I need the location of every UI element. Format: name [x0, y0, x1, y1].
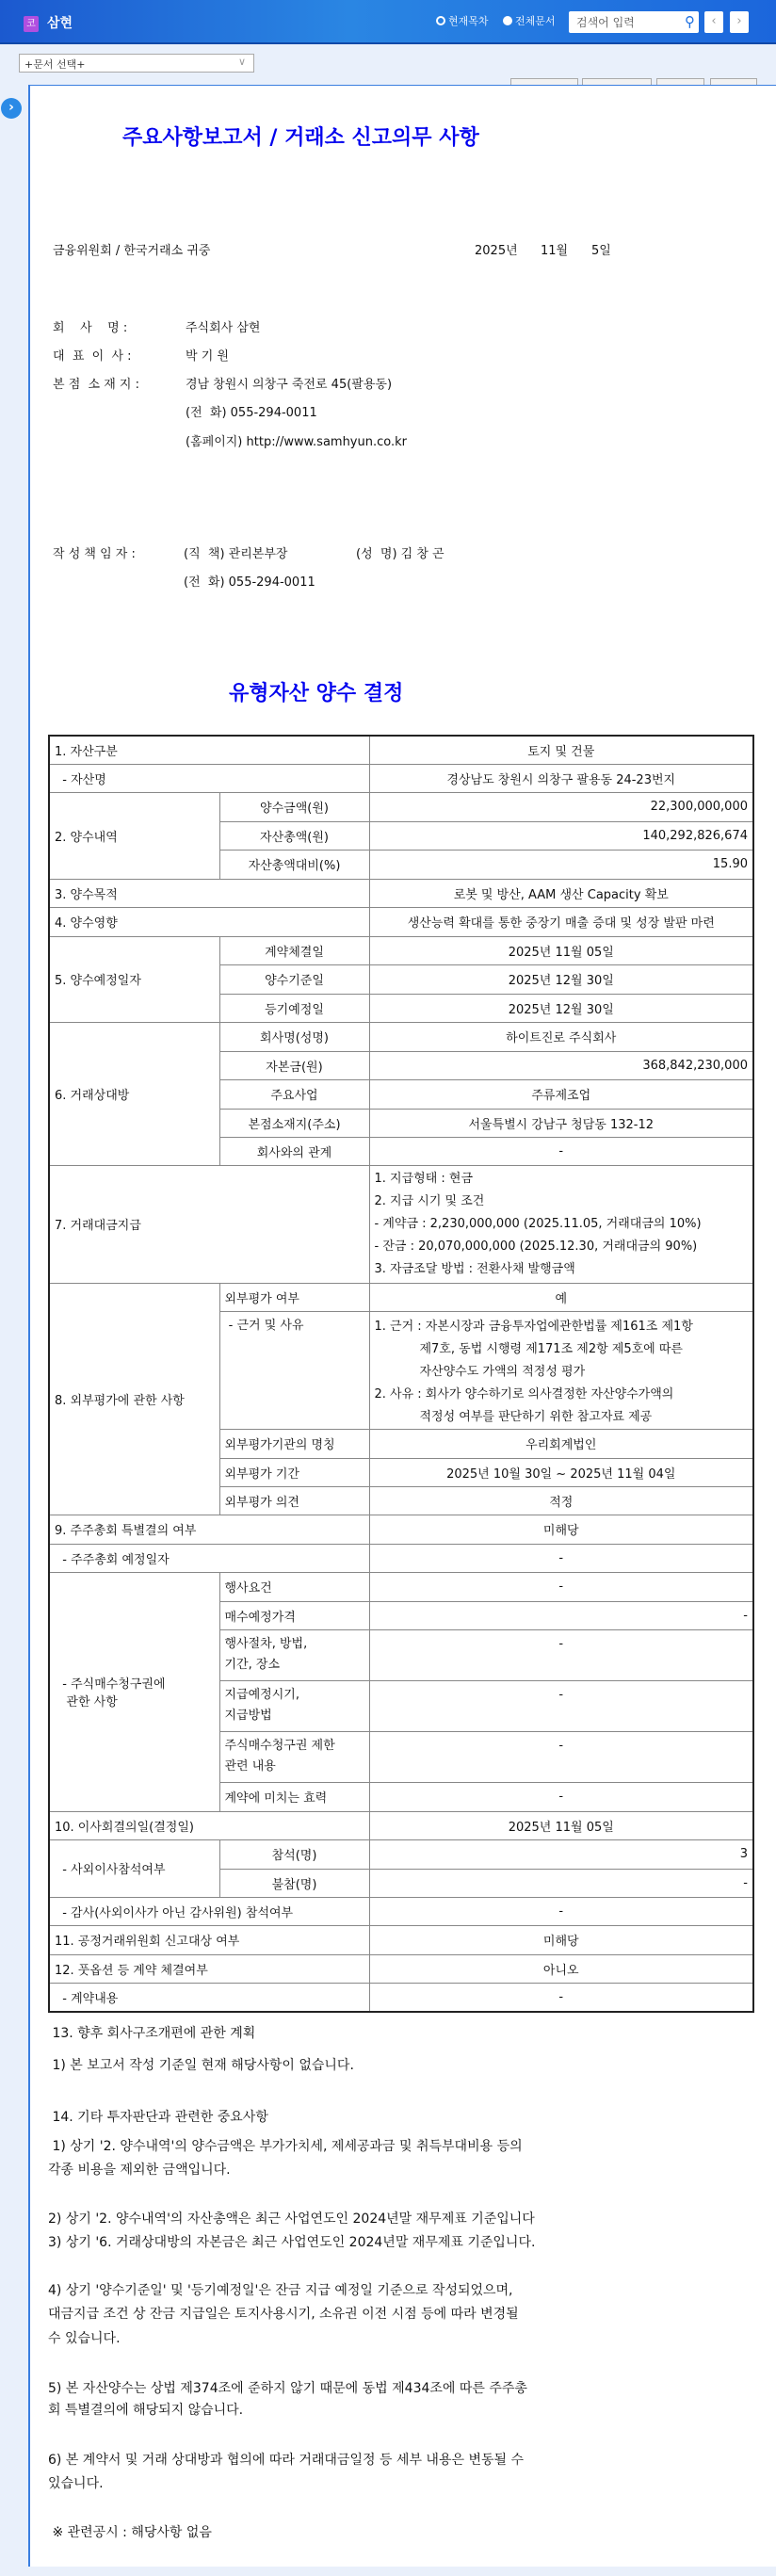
- value-line: -: [558, 1687, 564, 1702]
- info-value: 주식회사 삼현: [186, 321, 261, 335]
- value-line: -: [558, 1636, 564, 1651]
- row-label: 11. 공정거래위원회 신고대상 여부: [49, 1925, 369, 1954]
- value-line: 2025년 11월 05일: [508, 1820, 614, 1835]
- value-line: -: [558, 1790, 564, 1804]
- search-placeholder: 검색어 입력: [576, 16, 635, 29]
- row-label: - 자산명: [49, 764, 369, 792]
- row-label: 외부평가 여부: [219, 1283, 369, 1311]
- row-label: 1. 자산구분: [49, 736, 369, 764]
- row-value: [369, 1051, 753, 1079]
- info-value: 박 기 원: [186, 349, 229, 364]
- value-line: 주류제조업: [531, 1089, 591, 1103]
- row-group-label: 2. 양수내역: [49, 792, 219, 879]
- row-label: 양수기준일: [219, 964, 369, 994]
- row-label: 회사와의 관계: [219, 1137, 369, 1165]
- radio-label: 현재목차: [448, 15, 489, 27]
- value-line: 2025년 12월 30일: [508, 974, 614, 988]
- table-row: [49, 1283, 753, 1311]
- row-value: [369, 1165, 753, 1283]
- row-value: [369, 1601, 753, 1629]
- value-line: 1. 근거 : 자본시장과 금융투자업에관한법률 제161조 제1항: [374, 1319, 693, 1334]
- row-label: 본점소재지(주소): [219, 1109, 369, 1137]
- row-label: 9. 주주총회 특별결의 여부: [49, 1515, 369, 1544]
- row-label: 12. 풋옵션 등 계약 체결여부: [49, 1954, 369, 1983]
- table-row: [49, 792, 753, 821]
- table-row: [49, 736, 753, 764]
- radio-all-docs[interactable]: [503, 13, 556, 28]
- value-line: 경상남도 창원시 의창구 팔용동 24-23번지: [446, 772, 676, 787]
- table-row: [49, 1544, 753, 1572]
- note-line: 6) 본 계약서 및 거래 상대방과 협의에 따라 거래대금일정 등 세부 내용은 변동될 수: [48, 2453, 524, 2468]
- value-line: - 잔금 : 20,070,000,000 (2025.12.30, 거래대금의 90%): [374, 1239, 698, 1254]
- row-label: 외부평가기관의 명칭: [219, 1429, 369, 1458]
- row-value: [369, 964, 753, 994]
- value-line: -: [743, 1608, 748, 1623]
- responsible-label: 작 성 책 임 자 :: [53, 547, 136, 561]
- company-name[interactable]: 삼현: [47, 16, 73, 31]
- row-label: 등기예정일: [219, 994, 369, 1022]
- value-line: 미해당: [542, 1935, 579, 1949]
- row-group-label: 6. 거래상대방: [49, 1022, 219, 1165]
- row-group-label: 5. 양수예정일자: [49, 936, 219, 1022]
- table-row: [49, 1022, 753, 1051]
- row-value: [369, 1954, 753, 1983]
- value-line: 2025년 12월 30일: [508, 1002, 614, 1017]
- table-row: [49, 1954, 753, 1983]
- row-value: [369, 994, 753, 1022]
- value-line: 토지 및 건물: [527, 744, 595, 759]
- value-line: 적정: [549, 1495, 574, 1510]
- row-value: [369, 936, 753, 964]
- row-label: 4. 양수영향: [49, 907, 369, 936]
- value-line: -: [558, 1904, 564, 1919]
- table-row: [49, 1572, 753, 1601]
- row-value: [369, 1629, 753, 1680]
- table-row: [49, 1925, 753, 1954]
- value-line: 아니오: [542, 1963, 579, 1978]
- info-label: 회 사 명 :: [53, 321, 128, 335]
- value-line: 1. 지급형태 : 현금: [374, 1171, 474, 1186]
- row-label: - 주주총회 예정일자: [49, 1544, 369, 1572]
- value-line: 하이트진로 주식회사: [506, 1031, 617, 1045]
- radio-current-toc[interactable]: [436, 13, 489, 28]
- search-input[interactable]: [569, 11, 699, 33]
- row-value: [369, 1869, 753, 1897]
- table-row: [49, 936, 753, 964]
- radio-icon: [436, 16, 445, 25]
- radio-label: 전체문서: [515, 15, 556, 27]
- row-value: [369, 1731, 753, 1782]
- responsible-position: (직 책) 관리본부장: [184, 547, 288, 561]
- addressee: 금융위원회 / 한국거래소 귀중: [53, 244, 211, 258]
- sidebar-toggle-button[interactable]: ›: [1, 98, 22, 119]
- row-value: [369, 1137, 753, 1165]
- chevron-down-icon: ∨: [237, 56, 246, 68]
- note-line: 있습니다.: [48, 2476, 104, 2491]
- row-value: [369, 1515, 753, 1544]
- row-value: [369, 1022, 753, 1051]
- note-line: 1) 본 보고서 작성 기준일 현재 해당사항이 없습니다.: [48, 2058, 354, 2073]
- row-label: 3. 양수목적: [49, 879, 369, 907]
- row-value: [369, 879, 753, 907]
- table-row: [49, 1897, 753, 1925]
- value-line: 368,842,230,000: [642, 1058, 748, 1073]
- row-label: 불참(명): [219, 1869, 369, 1897]
- row-label: 계약에 미치는 효력: [219, 1782, 369, 1811]
- next-button[interactable]: ›: [730, 11, 749, 33]
- responsible-phone: (전 화) 055-294-0011: [184, 575, 315, 590]
- info-label: 본 점 소 재 지 :: [53, 378, 139, 392]
- row-value: [369, 1311, 753, 1429]
- value-line: 자산양수도 가액의 적정성 평가: [419, 1364, 586, 1379]
- radio-icon: [503, 16, 512, 25]
- note-line: 1) 상기 '2. 양수내역'의 양수금액은 부가가치세, 제세공과금 및 취득부대비용 등의: [48, 2139, 523, 2154]
- value-line: 우리회계법인: [525, 1438, 597, 1452]
- row-label: 자산총액대비(%): [219, 850, 369, 879]
- row-label: 양수금액(원): [219, 792, 369, 821]
- note-line: 13. 향후 회사구조개편에 관한 계획: [48, 2026, 256, 2041]
- table-row: [49, 907, 753, 936]
- app-header: [0, 0, 776, 44]
- note-line: 수 있습니다.: [48, 2331, 121, 2346]
- row-label: 행사요건: [219, 1572, 369, 1601]
- value-line: 2. 지급 시기 및 조건: [374, 1193, 485, 1208]
- row-value: [369, 821, 753, 850]
- row-label: 계약체결일: [219, 936, 369, 964]
- note-line: 3) 상기 '6. 거래상대방의 자본금은 최근 사업연도인 2024년말 재무제표 기준입니다.: [48, 2235, 536, 2250]
- table-row: [49, 1165, 753, 1283]
- row-group-label: - 사외이사참석여부: [49, 1839, 219, 1897]
- row-label: 7. 거래대금지급: [49, 1165, 369, 1283]
- value-line: 제7호, 동법 시행령 제171조 제2항 제5호에 따른: [419, 1341, 683, 1356]
- row-value: [369, 792, 753, 821]
- row-value: [369, 1897, 753, 1925]
- row-label: - 감사(사외이사가 아닌 감사위원) 참석여부: [49, 1897, 369, 1925]
- row-value: [369, 1782, 753, 1811]
- row-value: [369, 1680, 753, 1731]
- section-title: 유형자산 양수 결정: [229, 681, 404, 705]
- row-label: 지급예정시기, 지급방법: [219, 1680, 369, 1731]
- row-value: [369, 850, 753, 879]
- value-line: 예: [555, 1291, 568, 1306]
- table-row: [49, 879, 753, 907]
- row-value: [369, 1544, 753, 1572]
- row-value: [369, 1925, 753, 1954]
- company-logo-icon: 코: [24, 16, 39, 32]
- table-row: [49, 1515, 753, 1544]
- note-line: 대금지급 조건 상 잔금 지급일은 토지사용시기, 소유권 이전 시점 등에 따라 변경될: [48, 2307, 519, 2322]
- info-label: 대 표 이 사 :: [53, 349, 132, 364]
- note-line: 4) 상기 '양수기준일' 및 '등기예정일'은 잔금 지급 예정일 기준으로 작성되었으며,: [48, 2283, 513, 2298]
- value-line: -: [558, 1143, 564, 1158]
- row-value: [369, 1983, 753, 2012]
- document-select[interactable]: [19, 54, 254, 73]
- value-line: 미해당: [542, 1524, 579, 1538]
- row-label: 주요사업: [219, 1079, 369, 1109]
- value-line: 적정성 여부를 판단하기 위한 참고자료 제공: [419, 1409, 653, 1424]
- value-line: -: [558, 1989, 564, 2004]
- search-icon[interactable]: ⚲: [685, 13, 695, 30]
- prev-button[interactable]: ‹: [704, 11, 723, 33]
- row-group-label: 8. 외부평가에 관한 사항: [49, 1283, 219, 1515]
- value-line: 로봇 및 방산, AAM 생산 Capacity 확보: [453, 887, 669, 902]
- row-value: [369, 1572, 753, 1601]
- value-line: 22,300,000,000: [650, 800, 748, 814]
- date-year: 2025년: [475, 244, 518, 258]
- row-label: 10. 이사회결의일(결정일): [49, 1811, 369, 1839]
- row-value: [369, 764, 753, 792]
- row-label: 회사명(성명): [219, 1022, 369, 1051]
- row-value: [369, 1429, 753, 1458]
- note-line: 5) 본 자산양수는 상법 제374조에 준하지 않기 때문에 동법 제434조에 따른 주주총: [48, 2381, 527, 2396]
- row-label: 자산총액(원): [219, 821, 369, 850]
- value-line: 140,292,826,674: [642, 828, 748, 843]
- row-group-label: - 주식매수청구권에 관한 사항: [49, 1572, 219, 1811]
- row-label: 참석(명): [219, 1839, 369, 1869]
- row-label: 매수예정가격: [219, 1601, 369, 1629]
- table-row: [49, 1839, 753, 1869]
- row-value: [369, 1811, 753, 1839]
- row-value: [369, 1079, 753, 1109]
- value-line: 3: [739, 1847, 748, 1861]
- row-value: [369, 1486, 753, 1515]
- row-label: 외부평가 의견: [219, 1486, 369, 1515]
- row-label: 행사절차, 방법, 기간, 장소: [219, 1629, 369, 1680]
- note-line: 2) 상기 '2. 양수내역'의 자산총액은 최근 사업연도인 2024년말 재무제표 기준입니다: [48, 2211, 535, 2227]
- value-line: 서울특별시 강남구 청담동 132-12: [468, 1117, 655, 1132]
- table-row: [49, 1983, 753, 2012]
- row-value: [369, 1458, 753, 1486]
- value-line: 생산능력 확대를 통한 중장기 매출 증대 및 성장 발판 마련: [407, 916, 715, 931]
- value-line: -: [558, 1738, 564, 1753]
- value-line: 15.90: [712, 857, 748, 871]
- note-line: 각종 비용을 제외한 금액입니다.: [48, 2163, 231, 2178]
- row-value: [369, 1283, 753, 1311]
- table-row: [49, 764, 753, 792]
- document-select-value: +문서 선택+: [24, 58, 86, 71]
- responsible-name: (성 명) 김 창 곤: [356, 547, 445, 561]
- row-value: [369, 907, 753, 936]
- value-line: 2025년 10월 30일 ~ 2025년 11월 04일: [446, 1466, 676, 1482]
- row-label: - 계약내용: [49, 1983, 369, 2012]
- disclosure-table: [48, 735, 754, 2013]
- info-value: (전 화) 055-294-0011: [186, 406, 317, 420]
- row-label: - 근거 및 사유: [219, 1311, 369, 1429]
- date-day: 5일: [591, 244, 611, 258]
- note-line: 14. 기타 투자판단과 관련한 중요사항: [48, 2110, 268, 2125]
- date-month: 11월: [541, 244, 569, 258]
- info-value: 경남 창원시 의창구 죽전로 45(팔용동): [186, 378, 393, 392]
- value-line: 2. 사유 : 회사가 양수하기로 의사결정한 자산양수가액의: [374, 1386, 674, 1401]
- row-label: 주식매수청구권 제한 관련 내용: [219, 1731, 369, 1782]
- row-value: [369, 1109, 753, 1137]
- report-title: 주요사항보고서 / 거래소 신고의무 사항: [122, 125, 479, 150]
- row-value: [369, 736, 753, 764]
- value-line: -: [558, 1580, 564, 1594]
- row-label: 외부평가 기간: [219, 1458, 369, 1486]
- value-line: -: [743, 1875, 748, 1890]
- row-label: 자본금(원): [219, 1051, 369, 1079]
- value-line: - 계약금 : 2,230,000,000 (2025.11.05, 거래대금의 10%): [374, 1216, 702, 1231]
- row-value: [369, 1839, 753, 1869]
- value-line: 2025년 11월 05일: [508, 945, 614, 960]
- value-line: -: [558, 1550, 564, 1565]
- table-row: [49, 1811, 753, 1839]
- info-value[interactable]: (홈페이지) http://www.samhyun.co.kr: [186, 435, 407, 449]
- note-line: ※ 관련공시 : 해당사항 없음: [48, 2525, 212, 2540]
- value-line: 3. 자금조달 방법 : 전환사채 발행금액: [374, 1261, 575, 1276]
- note-line: 회 특별결의에 해당되지 않습니다.: [48, 2403, 244, 2418]
